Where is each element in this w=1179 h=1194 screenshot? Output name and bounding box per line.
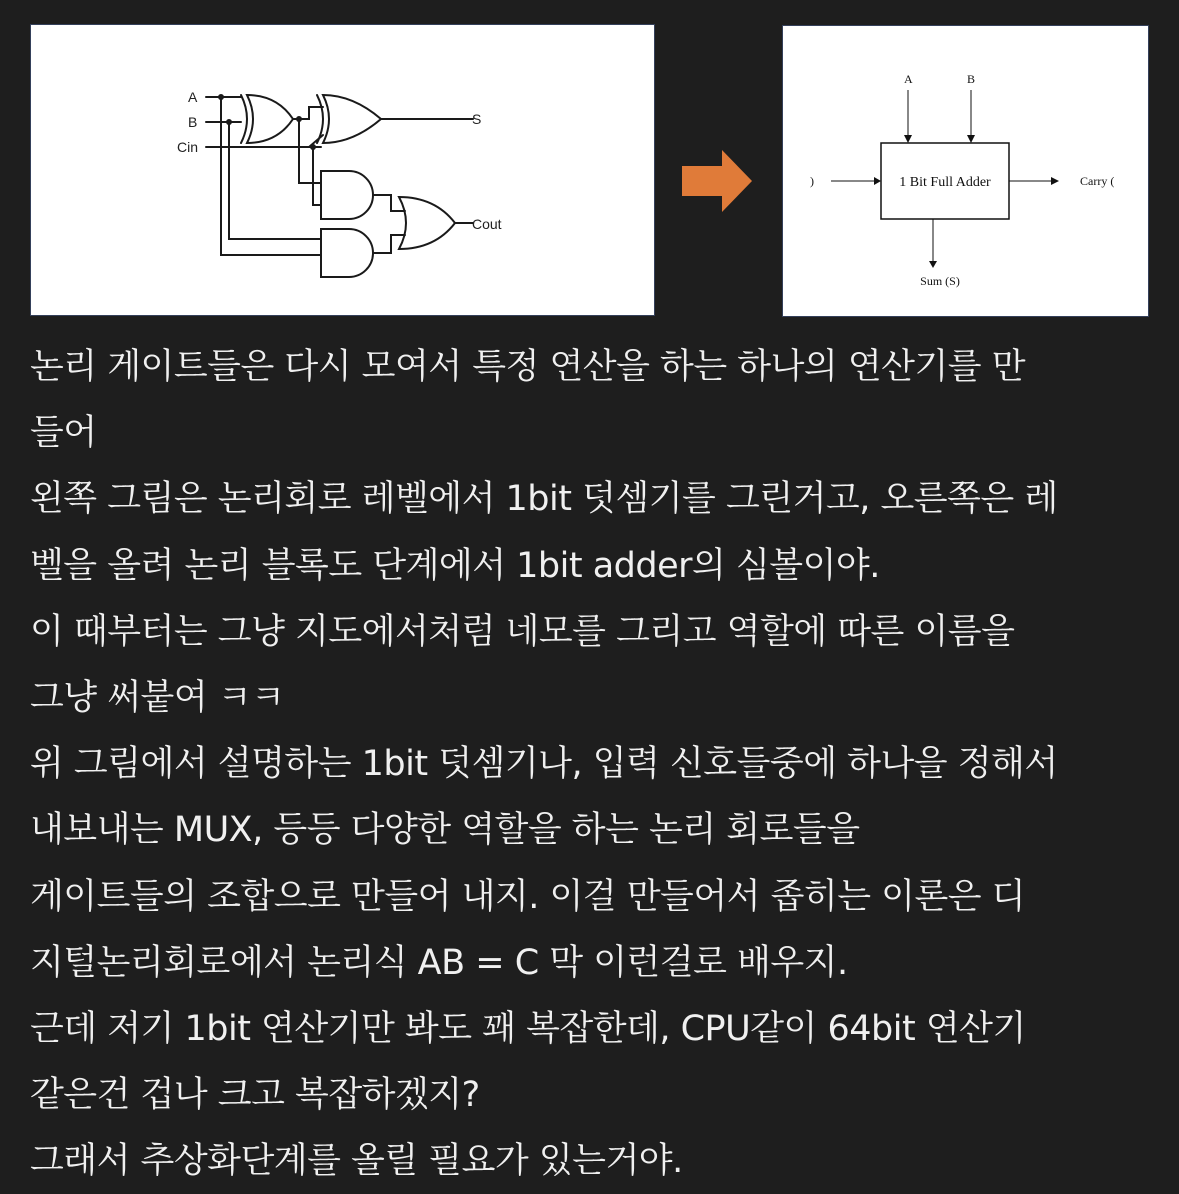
text-line: 위 그림에서 설명하는 1bit 덧셈기나, 입력 신호들중에 하나을 정해서 — [30, 744, 1058, 785]
block-label-a: A — [904, 72, 913, 86]
full-adder-block-diagram — [783, 26, 1148, 316]
label-cout: Cout — [472, 216, 502, 232]
text-line: 논리 게이트들은 다시 모여서 특정 연산을 하는 하나의 연산기를 만 — [30, 347, 1026, 387]
xor-gate-2 — [317, 95, 381, 143]
label-b: B — [188, 114, 198, 130]
text-line: 게이트들의 조합으로 만들어 내지. 이걸 만들어서 좁히는 이론은 디 — [30, 876, 1026, 917]
text-line: 같은건 겁나 크고 복잡하겠지? — [30, 1075, 480, 1116]
full-adder-circuit-diagram — [31, 25, 654, 315]
block-label-b: B — [967, 72, 976, 86]
block-label-left-input: ) — [810, 174, 814, 188]
label-cin: Cin — [177, 139, 199, 155]
and-gate-2 — [321, 229, 373, 277]
text-line: 그래서 추상화단계를 올릴 필요가 있는거야. — [30, 1141, 683, 1182]
text-line: 내보내는 MUX, 등등 다양한 역할을 하는 논리 회로들을 — [30, 810, 860, 851]
text-line: 근데 저기 1bit 연산기만 봐도 꽤 복잡한데, CPU같이 64bit 연산기 — [30, 1008, 1026, 1049]
block-title: 1 Bit Full Adder — [899, 175, 991, 190]
text-line: 이 때부터는 그냥 지도에서처럼 네모를 그리고 역할에 따른 이름을 — [30, 611, 1015, 652]
label-a: A — [188, 89, 198, 105]
text-line: 그냥 써붙여 ㅋㅋ — [30, 677, 285, 718]
orange-right-arrow-icon — [682, 150, 754, 212]
block-label-sum: Sum (S) — [920, 274, 960, 288]
text-line: 들어 — [30, 413, 97, 454]
text-line: 벨을 올려 논리 블록도 단계에서 1bit adder의 심볼이야. — [30, 545, 880, 586]
explanation-text — [30, 334, 1170, 1194]
text-line: 왼쪽 그림은 논리회로 레벨에서 1bit 덧셈기를 그린거고, 오른쪽은 레 — [30, 479, 1058, 520]
and-gate-1 — [321, 171, 373, 219]
full-adder-circuit-panel — [30, 24, 655, 316]
block-label-carry: Carry ( — [1080, 174, 1115, 188]
xor-gate-1 — [241, 95, 293, 143]
or-gate — [399, 197, 455, 249]
label-s: S — [472, 111, 482, 127]
full-adder-block-panel — [782, 25, 1149, 317]
text-line: 지털논리회로에서 논리식 AB = C 막 이런걸로 배우지. — [30, 942, 848, 983]
